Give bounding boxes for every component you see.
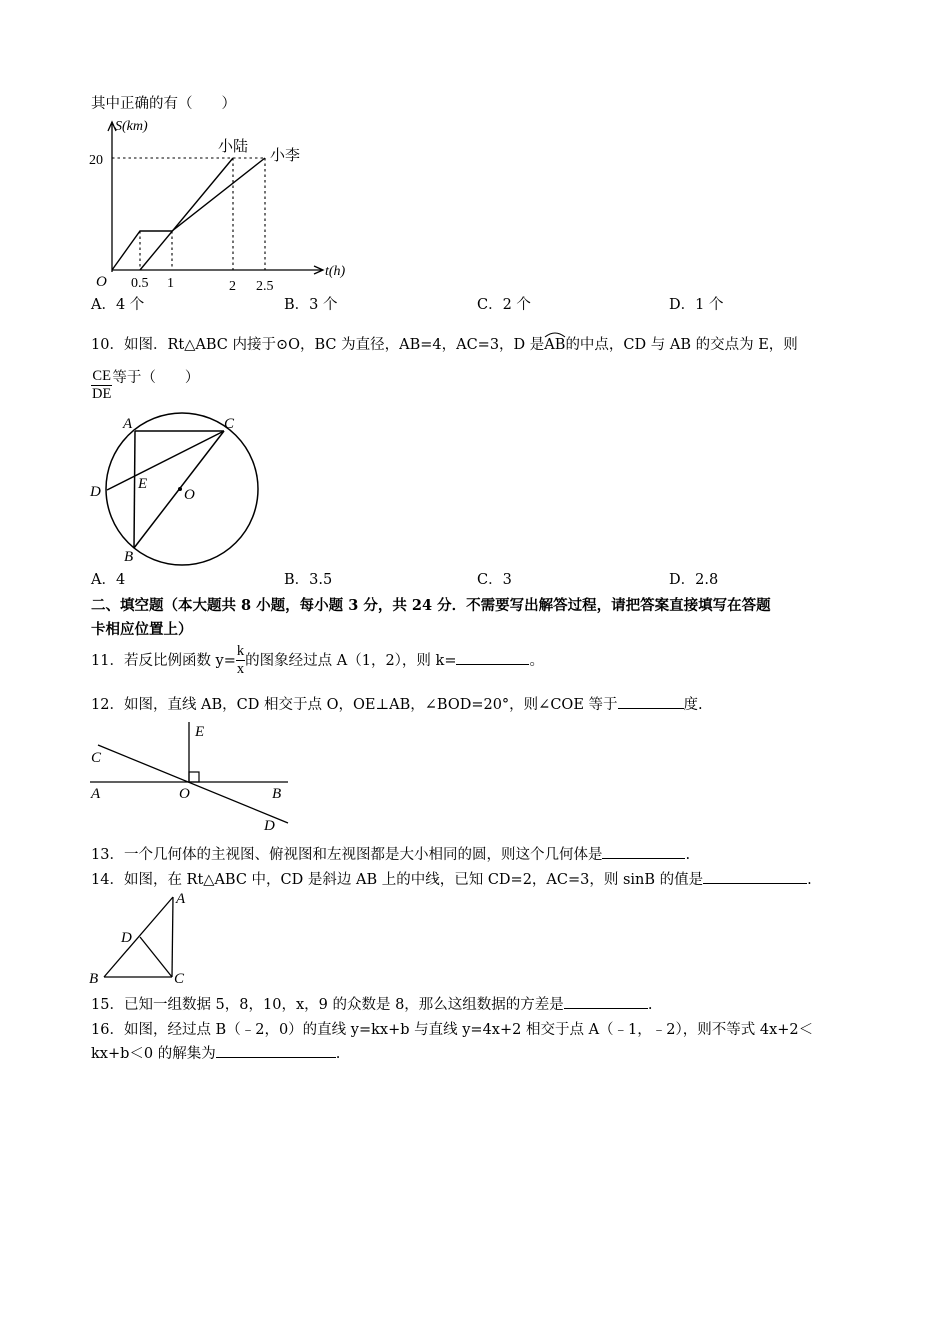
q10-arc-mark — [544, 330, 566, 338]
q14-text-b: . — [807, 872, 812, 888]
q10-frac-den: DE — [92, 386, 112, 402]
q9-x-tick-1: 1 — [167, 276, 174, 291]
q10-stem-line2 — [91, 368, 199, 403]
q10-option-b: B．3.5 — [284, 572, 333, 588]
q10-label-o: O — [184, 487, 195, 503]
q13-text-a: 13．一个几何体的主视图、俯视图和左视图都是大小相同的圆，则这个几何体是 — [91, 847, 603, 863]
q12-answer-blank[interactable] — [618, 694, 684, 709]
q10-label-a: A — [123, 416, 133, 432]
q10-center-dot — [178, 487, 182, 491]
q12-label-o: O — [179, 786, 190, 802]
q9-line-xiaoli — [112, 158, 265, 270]
q9-option-b: B．3 个 — [284, 297, 338, 313]
q12-label-b: B — [272, 786, 282, 802]
q10-text-c: 等于（ ） — [112, 370, 200, 386]
q10-label-b: B — [124, 549, 134, 565]
q14-label-c: C — [174, 971, 185, 987]
q16-text-end: . — [335, 1046, 341, 1062]
q16-line2-text: kx+b＜0 的解集为 — [91, 1046, 216, 1062]
q9-option-c: C．2 个 — [477, 297, 531, 313]
q13-stem — [91, 843, 690, 864]
q10-stem-line1 — [91, 333, 798, 354]
section2-heading-line1: 二、填空题（本大题共 8 小题，每小题 3 分，共 24 分．不需要写出解答过程，请把答案直接填写在答题 — [91, 597, 771, 614]
q12-label-d: D — [264, 818, 275, 834]
q9-stem-tail: 其中正确的有（ ） — [91, 96, 236, 112]
q15-text-a: 15．已知一组数据 5，8，10，x，9 的众数是 8，那么这组数据的方差是 — [91, 997, 564, 1013]
q9-x-tick-2: 2 — [229, 279, 236, 294]
q12-lines-figure — [86, 718, 296, 836]
q13-answer-blank[interactable] — [602, 844, 685, 859]
q9-label-xiaolu: 小陆 — [218, 139, 249, 155]
q9-origin-label: O — [96, 274, 107, 290]
q9-distance-time-graph — [85, 112, 365, 294]
q12-label-a: A — [91, 786, 101, 802]
q12-line-cd — [98, 745, 288, 823]
q15-stem — [91, 993, 652, 1014]
q12-text-b: 度. — [683, 697, 703, 713]
q10-label-d: D — [90, 484, 101, 500]
q11-frac-den: x — [236, 661, 245, 677]
q12-stem — [91, 693, 703, 714]
q10-frac-num: CE — [92, 368, 111, 384]
q10-arc-ab: AB — [544, 337, 565, 353]
q12-text-a: 12．如图，直线 AB，CD 相交于点 O，OE⊥AB，∠BOD=20°，则∠COE 等于 — [91, 697, 618, 713]
q11-fraction-k-x — [236, 643, 245, 678]
q10-label-c: C — [224, 416, 235, 432]
q13-text-b: . — [685, 847, 691, 863]
section2-heading-line2: 卡相应位置上） — [91, 621, 193, 638]
q14-label-b: B — [89, 971, 99, 987]
q10-number: 10． — [91, 337, 124, 353]
q15-answer-blank[interactable] — [564, 994, 648, 1009]
q14-label-d: D — [121, 930, 132, 946]
q16-stem-line2 — [91, 1042, 340, 1063]
q12-right-angle-mark — [189, 772, 199, 782]
q10-text-a: 如图．Rt△ABC 内接于⊙O，BC 为直径，AB=4，AC=3，D 是 — [123, 337, 545, 353]
q11-text-c: 。 — [529, 652, 544, 669]
q11-text-b: 的图象经过点 A（1，2），则 k= — [245, 652, 457, 669]
q11-answer-blank[interactable] — [456, 650, 529, 665]
q11-stem — [91, 643, 544, 681]
q14-triangle-figure — [86, 890, 196, 990]
q10-circle-figure — [86, 408, 286, 568]
q10-segment-ab — [134, 431, 135, 548]
q12-label-c: C — [91, 750, 102, 766]
q14-text-a: 14．如图，在 Rt△ABC 中，CD 是斜边 AB 上的中线，已知 CD=2，AC=3，则 sinB 的值是 — [91, 872, 704, 888]
q10-option-d: D．2.8 — [669, 572, 719, 588]
q12-label-e: E — [195, 724, 205, 740]
q9-option-a: A．4 个 — [91, 297, 145, 313]
q10-option-c: C．3 — [477, 572, 512, 588]
q9-x-tick-25: 2.5 — [256, 279, 274, 294]
q10-fraction-ce-de — [91, 368, 112, 403]
q14-segment-ac — [172, 897, 173, 977]
q10-label-e: E — [138, 476, 148, 492]
q11-frac-num: k — [236, 643, 245, 659]
q15-text-b: . — [647, 997, 653, 1013]
q16-stem-line1: 16．如图，经过点 B（﹣2，0）的直线 y=kx+b 与直线 y=4x+2 相交于点 A（﹣1，﹣2），则不等式 4x+2＜ — [91, 1022, 814, 1038]
q9-x-tick-05: 0.5 — [131, 276, 149, 291]
q10-text-b: 的中点，CD 与 AB 的交点为 E，则 — [565, 337, 798, 353]
q16-answer-blank[interactable] — [216, 1043, 336, 1058]
q14-answer-blank[interactable] — [703, 869, 807, 884]
q14-label-a: A — [176, 891, 186, 907]
q9-y-tick-20: 20 — [89, 153, 103, 168]
q9-line-xiaolu — [140, 158, 233, 270]
q10-option-a: A．4 — [91, 572, 126, 588]
q9-y-label: S(km) — [115, 119, 148, 134]
q9-label-xiaoli: 小李 — [270, 148, 301, 164]
q9-x-label: t(h) — [325, 264, 346, 279]
q11-text-a: 11．若反比例函数 y= — [91, 652, 236, 669]
q14-segment-cd — [140, 937, 172, 977]
q14-stem — [91, 868, 812, 889]
q9-option-d: D．1 个 — [669, 297, 724, 313]
